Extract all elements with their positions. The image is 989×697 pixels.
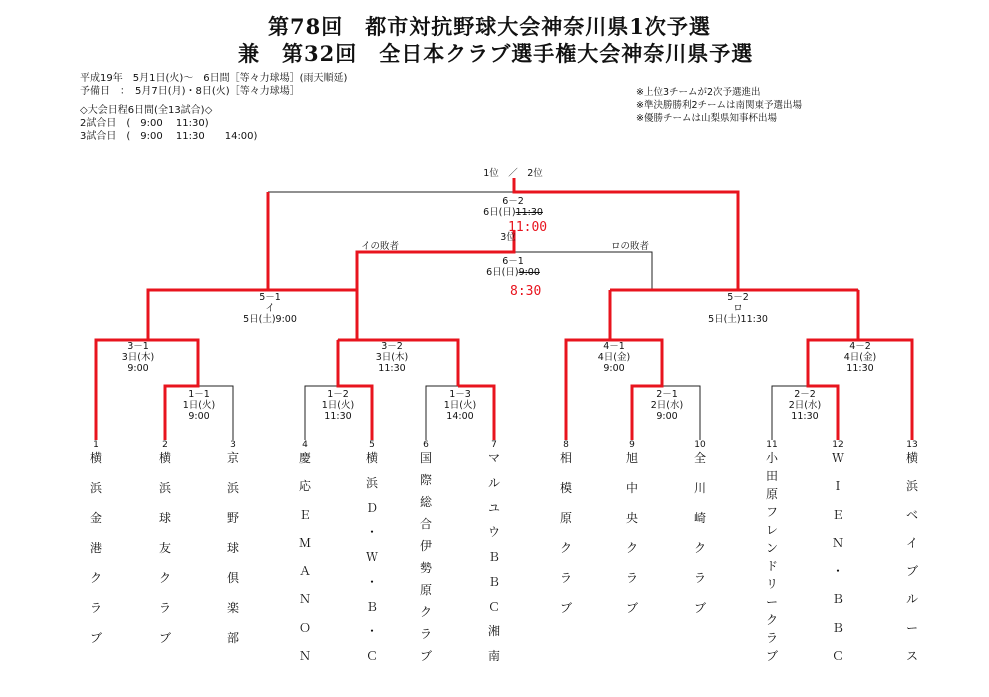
match-1-3-label — [433, 389, 487, 422]
team-name: 横 浜 Ｄ ・ Ｗ ・ Ｂ ・ Ｃ — [365, 451, 378, 663]
third-code: 6－1 — [502, 256, 524, 267]
match-4-1-time: 9:00 — [603, 363, 625, 374]
team-name: 国 際 総 合 伊 勢 原 ク ラ ブ — [419, 451, 432, 663]
third-old-time: 9:00 — [518, 267, 540, 278]
three-games-times: 3試合日 ( 9:00 11:30 14:00) — [80, 131, 258, 142]
match-4-1-label — [586, 341, 642, 374]
match-3-1-time: 9:00 — [127, 363, 149, 374]
match-5-1-label — [230, 292, 310, 325]
match-1-1-time: 9:00 — [188, 411, 210, 422]
team-number: 2 — [162, 440, 168, 450]
loser-i-label: イの敗者 — [360, 241, 399, 252]
team-number: 8 — [563, 440, 569, 450]
match-1-1-label — [172, 389, 226, 422]
match-5-1-code: 5－1 — [259, 292, 281, 303]
match-1-2-code: 1－2 — [327, 389, 349, 400]
team-number: 9 — [629, 440, 635, 450]
team-number: 11 — [766, 440, 778, 450]
team-name: Ｗ Ｉ Ｅ Ｎ ・ Ｂ Ｂ Ｃ — [831, 451, 844, 663]
team-number: 4 — [302, 440, 308, 450]
match-1-3-date: 1日(火) — [443, 400, 477, 411]
match-3-2-time: 11:30 — [378, 363, 406, 374]
two-games-times: 2試合日 ( 9:00 11:30) — [80, 118, 209, 129]
match-1-2-date: 1日(火) — [321, 400, 355, 411]
title-line-2: 兼 第32回 全日本クラブ選手権大会神奈川県予選 — [238, 41, 754, 66]
match-3-1-date: 3日(木) — [121, 352, 155, 363]
match-2-2-date: 2日(水) — [788, 400, 822, 411]
final-new-time: 11:00 — [508, 220, 548, 235]
match-5-1-tag: イ — [265, 303, 275, 314]
program-header: ◇大会日程6日間(全13試合)◇ — [80, 105, 213, 116]
team-number: 7 — [491, 440, 497, 450]
note-3: ※優勝チームは山梨県知事杯出場 — [636, 113, 777, 124]
final-code: 6－2 — [502, 196, 524, 207]
team-name: マ ル ユ ウ Ｂ Ｂ Ｃ 湘 南 — [487, 451, 500, 663]
team-number: 6 — [423, 440, 429, 450]
match-5-2-time: 5日(土)11:30 — [708, 314, 768, 325]
match-4-2-time: 11:30 — [846, 363, 874, 374]
team-name: 小 田 原 フ レ ン ド リ ー ク ラ ブ — [765, 451, 778, 663]
match-2-1-label — [640, 389, 694, 422]
match-2-2-time: 11:30 — [791, 411, 819, 422]
match-2-2-code: 2－2 — [794, 389, 816, 400]
title-line-1: 第78回 都市対抗野球大会神奈川県1次予選 — [268, 14, 711, 39]
team-name: 横 浜 金 港 ク ラ ブ — [89, 451, 102, 645]
third-new-time: 8:30 — [510, 284, 542, 299]
third-rank-label: 3位 — [500, 232, 516, 243]
final-date: 6日(日) — [483, 207, 516, 218]
match-3-1-code: 3－1 — [127, 341, 149, 352]
match-4-2-code: 4－2 — [849, 341, 871, 352]
match-1-2-label — [311, 389, 365, 422]
match-5-2-code: 5－2 — [727, 292, 749, 303]
match-3-2-code: 3－2 — [381, 341, 403, 352]
match-1-1-code: 1－1 — [188, 389, 210, 400]
match-3-2-label — [362, 341, 422, 374]
team-number: 1 — [93, 440, 99, 450]
match-1-3-time: 14:00 — [446, 411, 474, 422]
final-rank-label: 1位 ／ 2位 — [483, 168, 543, 179]
team-number: 12 — [832, 440, 844, 450]
match-5-2-tag: ロ — [733, 303, 743, 314]
final-old-time: 11:30 — [515, 207, 543, 218]
team-number: 13 — [906, 440, 918, 450]
team-name: 全 川 崎 ク ラ ブ — [693, 451, 706, 615]
match-3-2-date: 3日(木) — [375, 352, 409, 363]
match-2-1-code: 2－1 — [656, 389, 678, 400]
match-1-2-time: 11:30 — [324, 411, 352, 422]
match-3-1-label — [110, 341, 166, 374]
team-number: 5 — [369, 440, 375, 450]
reserve-value: 5月7日(月)・8日(火)［等々力球場］ — [135, 86, 300, 97]
match-2-1-date: 2日(水) — [650, 400, 684, 411]
match-1-3-code: 1－3 — [449, 389, 471, 400]
final-match-label — [468, 196, 558, 218]
period-label: 平成19年 — [80, 73, 123, 84]
match-5-2-label — [698, 292, 778, 325]
third-match-label — [468, 256, 558, 278]
team-number: 3 — [230, 440, 236, 450]
match-5-1-time: 5日(土)9:00 — [243, 314, 297, 325]
match-4-1-date: 4日(金) — [597, 352, 631, 363]
loser-ro-label: ロの敗者 — [610, 241, 649, 252]
third-date: 6日(日) — [486, 267, 519, 278]
reserve-label: 予備日 ： — [80, 86, 125, 97]
match-4-2-date: 4日(金) — [843, 352, 877, 363]
match-2-1-time: 9:00 — [656, 411, 678, 422]
period-value: 5月1日(火)～ 6日間［等々力球場］(雨天順延) — [132, 73, 348, 84]
match-1-1-date: 1日(火) — [182, 400, 216, 411]
team-name: 旭 中 央 ク ラ ブ — [625, 451, 638, 615]
team-name: 相 模 原 ク ラ ブ — [559, 451, 572, 615]
match-2-2-label — [778, 389, 832, 422]
match-4-2-label — [830, 341, 890, 374]
note-2: ※準決勝勝利2チームは南関東予選出場 — [636, 100, 803, 111]
note-1: ※上位3チームが2次予選進出 — [636, 87, 761, 98]
team-name: 横 浜 球 友 ク ラ ブ — [158, 451, 171, 645]
team-number: 10 — [694, 440, 706, 450]
team-name: 横 浜 ベ イ ブ ル ー ス — [905, 451, 918, 663]
team-name: 京 浜 野 球 倶 楽 部 — [226, 451, 239, 645]
team-name: 慶 応 Ｅ Ｍ Ａ Ｎ Ｏ Ｎ — [298, 451, 311, 663]
match-4-1-code: 4－1 — [603, 341, 625, 352]
